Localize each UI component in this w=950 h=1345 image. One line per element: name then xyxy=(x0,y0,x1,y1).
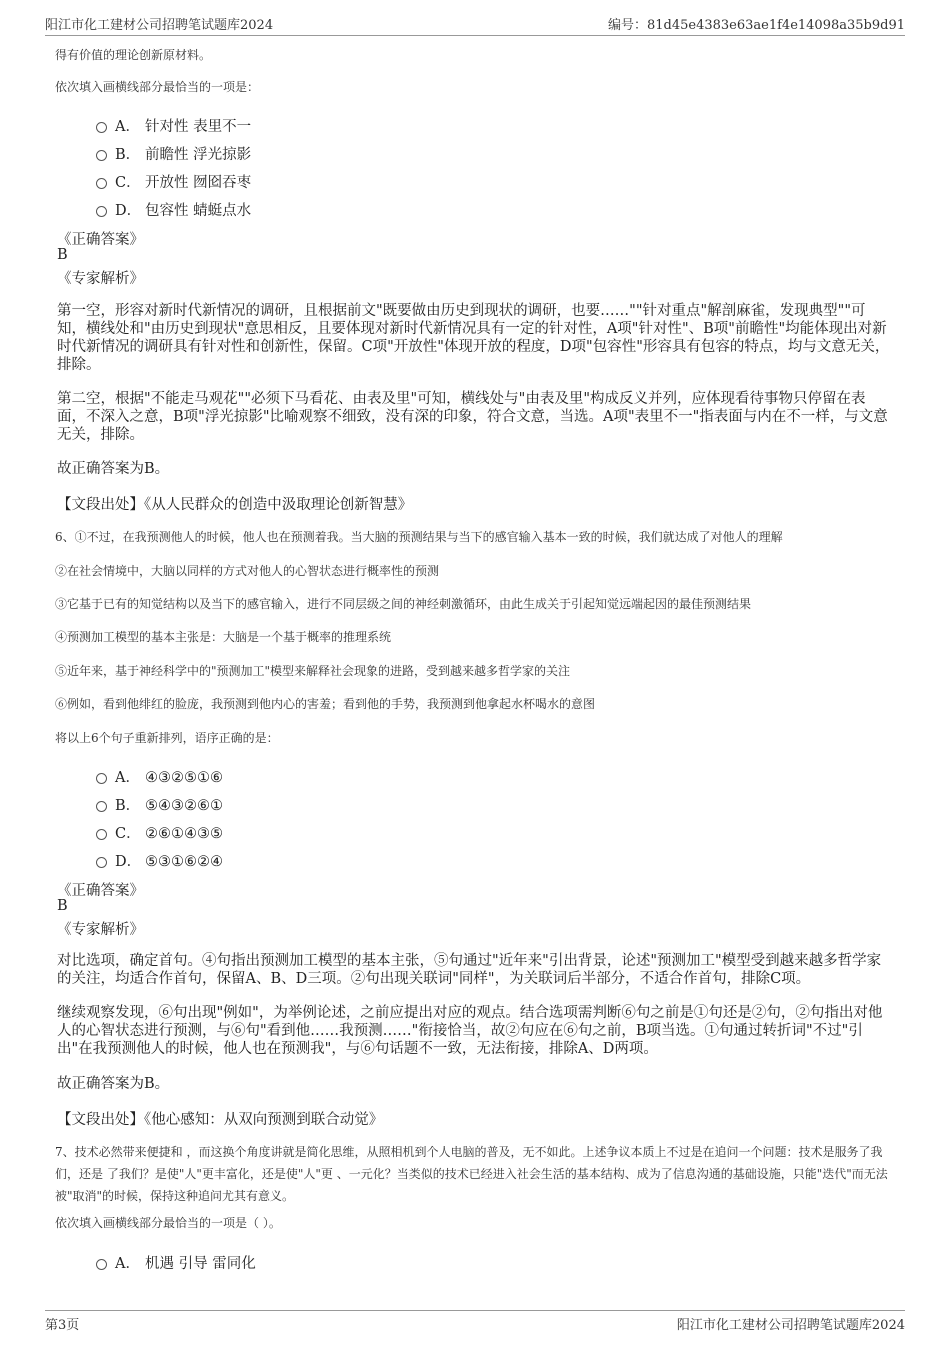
radio-icon[interactable] xyxy=(96,829,107,840)
q5-source: 【文段出处】《从人民群众的创造中汲取理论创新智慧》 xyxy=(57,497,413,513)
page-footer xyxy=(45,1310,905,1334)
header-divider xyxy=(45,35,905,36)
q6-analysis-2: 继续观察发现，⑥句出现"例如"，为举例论述，之前应提出对应的观点。结合选项需判断⑥句之前是①句还是②句，②句指出对他人的心智状态进行预测，与⑥句"看到他……我预测……"衔接恰当，故②句应在⑥句之前，B项当选。①句通过转折词"不过"引出"在我预测他人的时候，他人也在预测我"，与⑥句话题不一致，无法衔接，排除A、D两项。 xyxy=(57,1005,883,1057)
radio-icon[interactable] xyxy=(96,1259,107,1270)
q5-analysis-label: 《专家解析》 xyxy=(57,271,144,287)
q7-stem: 7、技术必然带来便捷和 ，而这换个角度讲就是简化思维，从照相机到个人电脑的普及，无不如此。上述争议本质上不过是在追问一个问题：技术是服务了我们，还是 了我们？是使"人"更丰富化，还是使"人"更 、一元化？当类似的技术已经进入社会生活的基本结构、成为了信息沟通的基础设施，只能"迭代"而无法被"取消"的时候，保持这种追问尤其有意义。 xyxy=(55,1145,888,1203)
q6-analysis-1: 对比选项，确定首句。④句指出预测加工模型的基本主张，⑤句通过"近年来"引出背景，论述"预测加工"模型受到越来越多哲学家的关注，均适合作首句，保留A、B、D三项。②句出现关联词"同样"，为关联词后半部分，不适合作首句，排除C项。 xyxy=(57,953,882,987)
footer-title: 阳江市化工建材公司招聘笔试题库2024 xyxy=(676,1318,905,1333)
radio-icon[interactable] xyxy=(96,122,107,133)
q6-sentence-3: ③它基于已有的知觉结构以及当下的感官输入，进行不同层级之间的神经刺激循环，由此生成关于引起知觉远端起因的最佳预测结果 xyxy=(55,597,752,611)
q6-answer: B xyxy=(57,898,68,914)
q6-source: 【文段出处】《他心感知：从双向预测到联合动觉》 xyxy=(57,1112,384,1128)
q5-answer-label: 《正确答案》 xyxy=(57,232,144,248)
q7-option-a[interactable]: A． 机遇 引导 雷同化 xyxy=(96,1252,256,1272)
radio-icon[interactable] xyxy=(96,857,107,868)
q5-analysis-1: 第一空，形容对新时代新情况的调研，且根据前文"既要做由历史到现状的调研，也要……""针对重点"解剖麻雀，发现典型""可知，横线处和"由历史到现状"意思相反，且要体现对新时代新情况具有一定的针对性，A项"针对性"、B项"前瞻性"均能体现出对新时代新情况的调研具有针对性和创新性，保留。C项"开放性"体现开放的程度，D项"包容性"形容具有包容的特点，均与文意无关，排除。 xyxy=(57,303,890,373)
footer-divider xyxy=(45,1310,905,1311)
q6-prompt: 将以上6个句子重新排列，语序正确的是： xyxy=(55,731,279,745)
header-serial: 编号：81d45e4383e63ae1f4e14098a35b9d91 xyxy=(607,18,905,33)
q6-sentence-5: ⑤近年来，基于神经科学中的"预测加工"模型来解释社会现象的进路，受到越来越多哲学家的关注 xyxy=(55,664,571,678)
radio-icon[interactable] xyxy=(96,206,107,217)
q6-sentence-4: ④预测加工模型的基本主张是：大脑是一个基于概率的推理系统 xyxy=(55,630,392,644)
q6-option-c[interactable]: C． ②⑥①④③⑤ xyxy=(96,822,223,842)
q6-sentence-6: ⑥例如，看到他绯红的脸庞，我预测到他内心的害羞；看到他的手势，我预测到他拿起水杯喝水的意图 xyxy=(55,697,596,711)
q6-analysis-3: 故正确答案为B。 xyxy=(57,1076,170,1092)
radio-icon[interactable] xyxy=(96,178,107,189)
q5-stem-tail: 得有价值的理论创新原材料。 xyxy=(55,48,212,62)
radio-icon[interactable] xyxy=(96,801,107,812)
q6-sentence-1: 6、①不过，在我预测他人的时候，他人也在预测着我。当大脑的预测结果与当下的感官输入基本一致的时候，我们就达成了对他人的理解 xyxy=(55,530,783,544)
page-header xyxy=(45,10,905,34)
q5-answer: B xyxy=(57,247,68,263)
header-title: 阳江市化工建材公司招聘笔试题库2024 xyxy=(45,18,274,33)
q6-answer-label: 《正确答案》 xyxy=(57,883,144,899)
q5-prompt: 依次填入画横线部分最恰当的一项是： xyxy=(55,80,260,94)
q5-option-b[interactable]: B． 前瞻性 浮光掠影 xyxy=(96,143,251,163)
radio-icon[interactable] xyxy=(96,150,107,161)
page-number: 第3页 xyxy=(45,1318,80,1333)
q7-prompt: 依次填入画横线部分最恰当的一项是（ ）。 xyxy=(55,1216,281,1230)
q5-analysis-3: 故正确答案为B。 xyxy=(57,461,170,477)
q6-sentence-2: ②在社会情境中，大脑以同样的方式对他人的心智状态进行概率性的预测 xyxy=(55,564,440,578)
q5-option-d[interactable]: D． 包容性 蜻蜓点水 xyxy=(96,199,251,219)
q6-option-a[interactable]: A． ④③②⑤①⑥ xyxy=(96,766,223,786)
q6-option-d[interactable]: D． ⑤③①⑥②④ xyxy=(96,850,223,870)
q5-option-c[interactable]: C． 开放性 囫囵吞枣 xyxy=(96,171,251,191)
q5-option-a[interactable]: A． 针对性 表里不一 xyxy=(96,115,251,135)
q6-option-b[interactable]: B． ⑤④③②⑥① xyxy=(96,794,223,814)
q6-analysis-label: 《专家解析》 xyxy=(57,922,144,938)
q5-analysis-2: 第二空，根据"不能走马观花""必须下马看花、由表及里"可知，横线处与"由表及里"构成反义并列，应体现看待事物只停留在表面，不深入之意，B项"浮光掠影"比喻观察不细致，没有深的印象，符合文意，当选。A项"表里不一"指表面与内在不一样，与文意无关，排除。 xyxy=(57,391,888,443)
radio-icon[interactable] xyxy=(96,773,107,784)
